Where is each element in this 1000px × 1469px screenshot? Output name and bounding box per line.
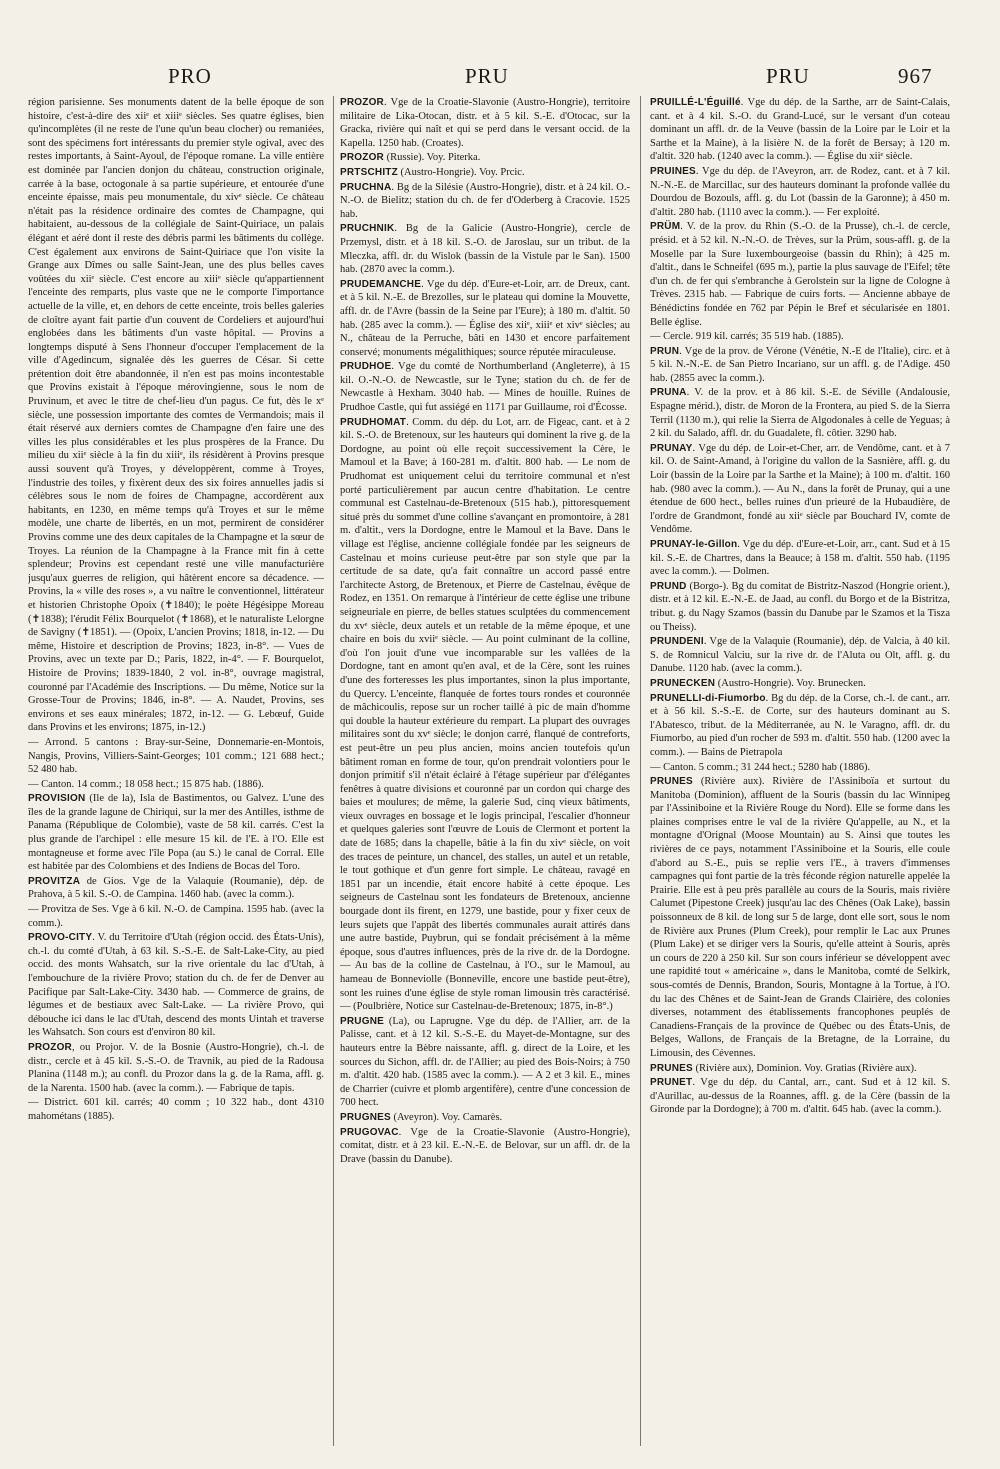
- dictionary-entry: [340, 360, 630, 414]
- dictionary-entry: [650, 775, 950, 1060]
- dictionary-entry: [650, 386, 950, 440]
- dictionary-entry: [28, 875, 324, 902]
- entry-text: . Vge de la Croatie-Slavonie (Austro-Hongrie), territoire militaire de Lika-Otocan, distr. et à 5 kil. S.-E. d'Otocac, sur la Gracka, rivière qui naît et qui se perd dans le versant occid. de la Kapella. 1250 hab. (Croates).: [340, 97, 630, 149]
- dictionary-entry: [650, 677, 950, 691]
- entry-headword: PROVO-CITY: [28, 932, 93, 944]
- dictionary-entry: [340, 1126, 630, 1167]
- dictionary-entry: [650, 442, 950, 537]
- entry-headword: PRTSCHITZ: [340, 166, 398, 178]
- entry-text: . Bg de la Silésie (Austro-Hongrie), distr. et à 24 kil. O.-N.-O. de Bielitz; station du ch. de fer d'Oderberg à Cracovie. 1525 hab.: [340, 181, 630, 220]
- column-2: [340, 96, 630, 1446]
- dictionary-entry: [650, 580, 950, 634]
- dictionary-entry: [28, 792, 324, 874]
- entry-text: — District. 601 kil. carrés; 40 comm ; 10 322 hab., dont 4310 mahométans (1885).: [28, 1097, 324, 1122]
- entry-headword: PRUNES: [650, 1062, 693, 1074]
- entry-text: région parisienne. Ses monuments datent de la belle époque de son histoire, c'est-à-dire des xiiᵉ et xiiiᵉ siècles. Ses quatre églises, bien qu'incomplètes (il ne reste de l'une qu'un beau clocher) ou remaniées, sont des spécimens fort intéressants du premier style ogival, avec des restes importants, à Saint-Ayoul, de l'époque romane. La ville entière est dominée par l'ancien donjon du château, construction originale, carrée à la base, octogonale à sa partie supérieure, et entourée d'une enceinte épaisse, mais peu monumentale, du xivᵉ siècle. Ce château n'était pas la résidence ordinaire des comtes de Champagne, qui habitaient, au-dessous de la collégiale de Saint-Quiriace, un palais élégant et aéré dont il reste des débris parmi les bâtiments du collège. C'est également aux environs de Saint-Quiriace que l'on visite la Grange aux Dîmes ou salle Saint-Jean, une des plus belles caves voûtées du xiiᵉ siècle. C'est encore au xiiiᵉ siècle qu'appartiennent l'enceinte des remparts, plus vaste que ne le comporte l'importance actuelle de la ville, et, en dehors de cette enceinte, trois belles galeries de cloître ayant fait partie d'un couvent de Cordeliers et aujourd'hui englobées dans les bâtiments d'un vaste hôpital. — Provins a longtemps disputé à Sens l'honneur d'occuper l'emplacement de la ville d'Agedincum, signalée dès les guerres de César. Si cette prétention doit être abandonnée, il n'en est pas moins incontestable que Provins existait à l'époque mérovingienne, sous le nom de Pruvinum, et avec le titre de chef-lieu d'un pagus. Ce fut, dès le xᵉ siècle, une possession importante des comtes de Vermandois; mais il était réservé aux derniers comtes de Champagne d'en faire une des villes les plus considérables et les plus prospères de la France. Du milieu du xiiᵉ siècle à la fin du xiiiᵉ, ils résidèrent à Provins presque aussi souvent qu'à Troyes, y développèrent, comme à Troyes, l'industrie des toiles, y fixèrent deux des six foires annuelles jadis si célèbres sous le nom de foires de Champagne, accordèrent aux habitants, en 1230, en même temps qu'à Troyes et sur le même modèle, une charte de libertés, en un mot, permirent de considérer Provins comme une des deux capitales de la Champagne et la sœur de Troyes. La réunion de la Champagne à la France mit fin à cette splendeur; Provins est cependant resté une ville manufacturière jusqu'aux guerres de religion, qui hâtèrent encore sa décadence. — Provins, la « ville des roses », a vu naître le conventionnel, littérateur et historien Christophe Opoix (✝1840); le poète Hégésippe Moreau (✝1838); l'érudit Félix Bourquelot (✝1868), et le naturaliste Lelorgne de Savigny (✝1851). — (Opoix, L'ancien Provins; 1818, in-12. — Du même, Histoire et description de Provins; 1823, in-8°. — Vues de Provins, avec un texte par D.; Paris, 1822, in-4°. — F. Bourquelot, Histoire de Provins; 1839-1840, 2 vol. in-8°, ouvrage magistral, couronné par l'Académie des Inscriptions. — Du même, Notice sur la Grosse-Tour de Provins; 1846, in-8°. — A. Naudet, Provins, ses environs et ses eaux minérales; 1872, in-12. — G. Lebœuf, Guide dans Provins et les environs; 1875, in-12.): [28, 97, 324, 734]
- dictionary-entry: [340, 181, 630, 222]
- dictionary-entry: [650, 345, 950, 386]
- dictionary-entry: [340, 166, 630, 180]
- entry-headword: PRUCHNIK: [340, 223, 395, 235]
- entry-text: . Vge du dép. de la Sarthe, arr de Saint-Calais, cant. et à 4 kil. S.-O. du Grand-Lucé, sur le versant d'un coteau dominant un affl. dr. de la Veuve (bassin de la Loire par le Loir et la Sarthe et la Maine), à la lisière N. de la forêt de Bersay; à 120 m. d'altit. 320 hab. (1240 avec la comm.). — Église du xiiᵉ siècle.: [650, 97, 950, 163]
- running-head-left: PRO: [168, 64, 212, 88]
- entry-text: (Austro-Hongrie). Voy. Prcic.: [397, 166, 525, 178]
- entry-text: . Vge du dép. d'Eure-et-Loir, arr., cant. Sud et à 15 kil. S.-E. de Chartres, dans la Beauce; à 158 m. d'altit. 550 hab. (1195 avec la comm.). — Dolmen.: [650, 539, 950, 578]
- entry-text: (Borgo-). Bg du comitat de Bistritz-Naszod (Hongrie orient.), distr. et à 12 kil. E.-N.-E. de Jaad, au confl. du Borgo et de la Bistritza, tribut. g. du Nagy Szamos (bassin du Danube par le Szamos et la Tisza ou Theiss).: [650, 580, 950, 633]
- dictionary-entry: [650, 330, 950, 344]
- entry-headword: PRUNA: [650, 387, 687, 399]
- entry-text: de Gios. Vge de la Valaquie (Roumanie), dép. de Prahova, à 5 kil. S.-O. de Campina. 1460 hab. (avec la comm.).: [28, 875, 324, 901]
- dictionary-entry: [340, 278, 630, 360]
- column-3: [650, 96, 950, 1446]
- entry-headword: PRUNDENI: [650, 636, 704, 648]
- entry-headword: PRUGOVAC: [340, 1126, 399, 1138]
- dictionary-entry: [340, 1111, 630, 1125]
- dictionary-entry: [650, 220, 950, 329]
- entry-headword: PRÜM: [650, 221, 681, 233]
- entry-text: — Arrond. 5 cantons : Bray-sur-Seine, Donnemarie-en-Montois, Nangis, Provins, Villiers-Saint-Georges; 101 comm.; 121 688 hect.; 52 480 hab.: [28, 736, 324, 776]
- running-head-center: PRU: [465, 64, 509, 88]
- entry-text: — Cercle. 919 kil. carrés; 35 519 hab. (1885).: [650, 331, 844, 343]
- entry-text: , ou Projor. V. de la Bosnie (Austro-Hongrie), ch.-l. de distr., cercle et à 45 kil. S.-S.-O. de Travnik, au pied de la Radousa Planina (1148 m.); au confl. du Prozor dans la g. de la Rama, affl. g. de la Narenta. 1500 hab. (avec la comm.). — Fabrique de tapis.: [28, 1041, 324, 1094]
- entry-text: — Provitza de Ses. Vge à 6 kil. N.-O. de Campina. 1595 hab. (avec la comm.).: [28, 904, 324, 929]
- dictionary-entry: [28, 1041, 324, 1095]
- entry-text: . V. de la prov. du Rhin (S.-O. de la Prusse), ch.-l. de cercle, présid. et à 52 kil. N.-N.-O. de Trèves, sur la Prüm, sous-affl. g. de la Moselle par la Sure luxembourgeoise (bassin du Rhin); à 425 m. d'altit., dans le Schneifel (695 m.), partie la plus sauvage de l'Eifel; tête d'un ch. de fer qui s'embranche à Gerolstein sur la ligne de Cologne à Trèves. 2315 hab. — Fabrique de cuirs forts. — Ancienne abbaye de Bénédictins fondée en 762 par Pépin le Bref et sécularisée en 1801. Belle église.: [650, 221, 950, 328]
- dictionary-entry: [650, 96, 950, 164]
- entry-text: . Comm. du dép. du Lot, arr. de Figeac, cant. et à 2 kil. S.-O. de Bretenoux, sur les hauteurs qui dominent la rive g. de la Dordogne, au point où elle reçoit successivement la Cère, le Mamoul et la Bave; à 160-281 m. d'altit. 800 hab. — Le nom de Prudhomat est uniquement celui du territoire communal et n'est porté particulièrement par aucun centre d'habitation. Le centre communal est Castelnau-de-Bretenoux (515 hab.), pittoresquement situé près du sommet d'une colline s'avançant en promontoire, à 281 m. d'altit., vers la Dordogne, entre le Mamoul et la Bave. Dans le village est l'église, ancienne collégiale fondée par les seigneurs de Castelnau et moins curieuse peut-être par son style que par la certitude de sa date, qu'a fait connaître un accord passé entre l'architecte Astorg, de Bretenoux, et Pierre de Castelnau, évêque de Rodez, en 1351. On remarque à l'intérieur de cette église une tribune seigneuriale en pierre, de belles statues sculptées du commencement du xvᵉ siècle, deux autels et un retable de la même époque, et une chaire en bois du xviiᵉ siècle. — Au point culminant de la colline, d'où l'on jouit d'une vue incomparable sur les vallées de la Dordogne, tant en amont qu'en aval, et de la Cère, sont les ruines d'une des forteresses les plus importantes, sinon la plus importante, du Quercy. L'enceinte, flanquée de fortes tours rondes et couronnée de mâchicoulis, repose sur un rocher taillé à pic de main d'homme qui double la hauteur extérieure du rempart. La plupart des ouvrages militaires sont du xvᵉ siècle; le donjon carré, flanqué de contreforts, est peut-être un peu plus ancien, moins ancien toutefois qu'un bâtiment roman en forme de tour, qu'on prendrait volontiers pour le donjon primitif s'il n'était éclairé à l'étage supérieur par d'élégantes fenêtres à quatre divisions et couronné par un cordon qui charge des baies et moulures; de même, la galerie Sud, cinq vieux bâtiments, vieux ouvrages en bossage et le logis principal, l'escalier d'honneur et quelques galeries sont l'œuvre de Louis de Clermont et portent la date de 1685; dans la chapelle, bâtie à la fin du xivᵉ siècle, on voit des traces de peinture, un chancel, des stalles, un autel et un retable, le tout gothique et d'un genre fort simple. Le château, ravagé en 1851 par un incendie, était encore habité à cette époque. Les seigneurs de Castelnau sont les fondateurs de Bretenoux, ancienne bourgade dont ils firent, en 1279, une bastide, pour y fixer ceux de leurs sujets que l'appât des libertés communales aurait attirés dans une autre bastide, Puybrun, qui se fondait précisément à la même époque, sous d'autres influences, près de la rive dr. de la Dordogne. — Au bas de la colline de Castelnau, à l'O., sur le Mamoul, au hameau de Bonneviolle (Bonneville, encore une bastide peut-être), sont les ruines d'une église de style roman limousin très caractérisé. — (Poulbrière, Notice sur Castelnau-de-Bretenoux; 1875, in-8°.): [340, 416, 630, 1013]
- dictionary-entry: [650, 1076, 950, 1117]
- entry-text: . Vge du dép. de l'Aveyron, arr. de Rodez, cant. et à 7 kil. N.-N.-E. de Marcillac, sur des hauteurs dominant la profonde vallée du Dourdou de Bozouls, affl. g. du Lot (bassin de la Garonne); à 450 m. d'altit. 280 hab. (1110 avec la comm.). — Fer exploité.: [650, 165, 950, 218]
- entry-headword: PRUDEMANCHE: [340, 278, 422, 290]
- entry-text: (Ile de la), Isla de Bastimentos, ou Galvez. L'une des îles de la grande lagune de Chiriqui, sur la mer des Antilles, isthme de Panama (République de Colombie), vaste de 58 kil. carrés. C'est la plus grande de l'archipel : elle mesure 15 kil. de l'E. à l'O. Elle est montagneuse et forme avec l'île Popa (au S.) le canal de Corral. Elle est habitée par des Colombiens et des Indiens de Bocas del Toro.: [28, 793, 324, 873]
- entry-text: . Vge du dép. d'Eure-et-Loir, arr. de Dreux, cant. et à 5 kil. N.-E. de Brezolles, sur le plateau qui domine la Mouvette, affl. dr. de l'Avre (bassin de la Seine par l'Eure); à 180 m. d'altit. 50 hab. (285 avec la comm.). — Église des xiiᵉ, xiiiᵉ et xivᵉ siècles; au N., château de la Perruche, bâti en 1430 et encore parfaitement conservé; monuments mégalithiques; source réputée miraculeuse.: [340, 278, 630, 358]
- dictionary-entry: [28, 736, 324, 777]
- entry-headword: PRUDHOMAT: [340, 416, 407, 428]
- entry-text: . Bg du dép. de la Corse, ch.-l. de cant., arr. et à 56 kil. S.-S.-E. de Corte, sur des hauteurs dominant au S. l'Abatesco, tribut. de la Méditerranée, au N. le Varagno, affl. dr. du Fiumorbo, au pied d'un rocher de 593 m. d'altit. 550 hab. (1200 avec la comm.). — Bains de Pietrapola: [650, 692, 950, 758]
- running-head-right: PRU: [766, 64, 810, 88]
- entry-text: . Vge du comté de Northumberland (Angleterre), à 15 kil. O.-N.-O. de Newcastle, sur le Tyne; station du ch. de fer de Newcastle à Hexham. 3040 hab. — Mines de houille. Ruines de Prudhoe Castle, qui fut assiégé en 1171 par Guillaume, roi d'Écosse.: [340, 361, 630, 414]
- entry-text: . Vge de la Valaquie (Roumanie), dép. de Valcia, à 40 kil. S. de Romnicul Valciu, sur la rive dr. de l'Aluta ou Olt, affl. g. du Danube. 1120 hab. (avec la comm.).: [650, 636, 950, 675]
- entry-text: (Rivière aux). Rivière de l'Assiniboïa et surtout du Manitoba (Dominion), affluent de la Souris (bassin du lac Winnipeg par l'Assiniboine et la Rivière Rouge du Nord). Elle se forme dans les plaines comprises entre le val de la rivière Qu'appelle, au N., et la montagne d'Orignal (Moose Mountain) au S. Ainsi que toutes les rivières de ce pays, notamment l'Assiniboine et la Souris, elle coule d'abord au S.-E., puis se replie vers l'E., à travers d'immenses campagnes qui font partie de la très féconde région naturelle appelée la Prairie. Elle est à peu près parallèle au cours de la Souris, mais rivière Calumet (Pipestone Creek) jusqu'au lac des Chênes (Oak Lake), bassin poissonneux de 8 kil. de long sur 5 de large, dont elle sort, sous le nom de Rivière aux Prunes (Plum Creek), pour remplir le Lac aux Prunes (Plum Lake) et se diriger vers la Souris, qu'elle atteint à Souris, après un cours de 220 à 250 kil. Sur son cours inférieur se développent avec une rapidité tout « américaine », dans le Manitoba, comté de Selkirk, sous-comtés de Dennis, Brandon, Souris, Montagne à la Tortue, à l'O. du lac des Chênes et de Saint-Jean de Grands Clairière, des colonies diverses, notamment des établissements francophones peuplés de Canadiens-Français de la province de Québec ou des États-Unis, de Belges, Wallons, de Français de la Bretagne, de la Lorraine, du Limousin, des Cévennes.: [650, 776, 950, 1059]
- dictionary-entry: [650, 538, 950, 579]
- entry-text: . Vge de la prov. de Vérone (Vénétie, N.-E de l'Italie), circ. et à 5 kil. N.-N.-E. de San Pietro Incariano, sur un affl. g. de l'Adige. 450 hab. (2855 avec la comm.).: [650, 345, 950, 384]
- entry-headword: PRUDHOE: [340, 361, 392, 373]
- entry-headword: PRUND: [650, 580, 687, 592]
- entry-text: . Vge du dép. du Cantal, arr., cant. Sud et à 12 kil. S. d'Aurillac, au-dessus de la Roannes, affl. g. de la Cère (bassin de la Gironde par la Dordogne); à 700 m. d'altit. 645 hab. (avec la comm.).: [650, 1077, 950, 1116]
- dictionary-entry: [650, 1062, 950, 1076]
- entry-headword: PRUNELLI-di-Fiumorbo: [650, 692, 766, 704]
- dictionary-entry: [28, 931, 324, 1040]
- dictionary-entry: [28, 96, 324, 735]
- entry-headword: PROVISION: [28, 793, 86, 805]
- dictionary-entry: [650, 165, 950, 219]
- entry-text: — Canton. 14 comm.; 18 058 hect.; 15 875 hab. (1886).: [28, 778, 264, 790]
- dictionary-entry: [340, 222, 630, 276]
- dictionary-entry: [28, 1096, 324, 1123]
- entry-headword: PRUGNES: [340, 1111, 391, 1123]
- entry-text: . V. du Territoire d'Utah (région occid. des États-Unis), ch.-l. du comté d'Utah, à 63 kil. S.-S.-E. de Salt-Lake-City, au pied occid. des monts Wahsatch, sur la rive orientale du lac d'Utah, à l'embouchure de la rivière Provo; station du ch. de fer de Denver au Pacifique par Salt-Lake-City. 3430 hab. — Commerce de grains, de légumes et de bestiaux avec Salt-Lake. — La rivière Provo, qui débouche ici dans le lac d'Utah, descend des monts Uintah et traverse les Wahsatch. Son cours est d'environ 80 kil.: [28, 932, 324, 1039]
- dictionary-entry: [340, 151, 630, 165]
- entry-headword: PROZOR: [340, 97, 384, 108]
- entry-headword: PRUNAY-le-Gillon: [650, 539, 738, 550]
- entry-headword: PRUINES: [650, 165, 696, 177]
- dictionary-entry: [340, 416, 630, 1014]
- column-divider: [333, 96, 334, 1446]
- entry-headword: PRUNAY: [650, 442, 693, 454]
- dictionary-entry: [650, 692, 950, 760]
- entry-headword: PROZOR: [340, 152, 384, 164]
- entry-text: . V. de la prov. et à 86 kil. S.-E. de Séville (Andalousie, Espagne mérid.), distr. de Moron de la Frontera, au pied S. de la Sierra Terril (1130 m.), qui relie la Sierra de Algodonales à celle de Yeguas; à 2 kil. du Salado, affl. dr. du Guadalete, fl. côtier. 3290 hab.: [650, 387, 950, 440]
- column-divider: [640, 96, 641, 1446]
- entry-headword: PRUNES: [650, 776, 693, 788]
- dictionary-entry: [28, 903, 324, 930]
- column-1: [28, 96, 324, 1446]
- entry-text: . Vge du dép. de Loir-et-Cher, arr. de Vendôme, cant. et à 7 kil. O. de Saint-Amand, à l'origine du vallon de la Sasnière, affl. g. du Loir (bassin de la Loire par la Sarthe et la Maine); à 100 m. d'altit. 160 hab. (980 avec la comm.). — Au N., dans la forêt de Prunay, qui a une étendue de 600 hect., belles ruines d'un prieuré de la Hubaudière, de l'ordre de Grandmont, fondé au xiiᵉ siècle par Bouchard IV, comte de Vendôme.: [650, 442, 950, 536]
- entry-text: (Aveyron). Voy. Camarès.: [390, 1111, 503, 1123]
- dictionary-entry: [340, 96, 630, 150]
- dictionary-entry: [650, 761, 950, 775]
- entry-text: (Rivière aux), Dominion. Voy. Gratias (Rivière aux).: [692, 1062, 917, 1074]
- entry-headword: PROZOR: [28, 1041, 72, 1053]
- entry-text: . Bg de la Galicie (Austro-Hongrie), cercle de Przemysl, distr. et à 18 kil. S.-O. de Jaroslau, sur un tribut. de la Mleczka, affl. dr. du Wislok (bassin de la Vistule par le San). 1500 hab. (2870 avec la comm.).: [340, 223, 630, 276]
- page-number: 967: [898, 64, 933, 88]
- entry-headword: PRUCHNA: [340, 181, 392, 193]
- entry-headword: PRUGNE: [340, 1015, 384, 1027]
- entry-text: (Russie). Voy. Piterka.: [383, 152, 481, 164]
- entry-headword: PRUNECKEN: [650, 677, 716, 689]
- entry-headword: PRUILLÉ-L'Éguillé: [650, 97, 741, 108]
- entry-headword: PRUN: [650, 345, 680, 357]
- dictionary-entry: [28, 778, 324, 792]
- entry-text: — Canton. 5 comm.; 31 244 hect.; 5280 hab (1886).: [650, 761, 871, 773]
- entry-headword: PRUNET: [650, 1077, 693, 1089]
- dictionary-entry: [650, 635, 950, 676]
- entry-headword: PROVITZA: [28, 875, 81, 887]
- dictionary-entry: [340, 1015, 630, 1110]
- entry-text: (Austro-Hongrie). Voy. Brunecken.: [715, 677, 866, 689]
- entry-text: . Vge de la Croatie-Slavonie (Austro-Hongrie), comitat, distr. et à 23 kil. E.-N.-E. de Belovar, sur un affl. dr. de la Drave (bassin du Danube).: [340, 1126, 630, 1165]
- entry-text: (La), ou Laprugne. Vge du dép. de l'Allier, arr. de la Palisse, cant. et à 12 kil. S.-S.-E. du Mayet-de-Montagne, sur des hauteurs entre la Bèbre naissante, affl. g. direct de la Loire, et les sources du Sichon, affl. dr. de l'Allier; au pied des Bois-Noirs; à 750 m. d'altit. 420 hab. (1585 avec la comm.). — A 2 et 3 kil. E., mines de Charrier (cuivre et plomb argentifère), centre d'une concession de 700 hect.: [340, 1015, 630, 1109]
